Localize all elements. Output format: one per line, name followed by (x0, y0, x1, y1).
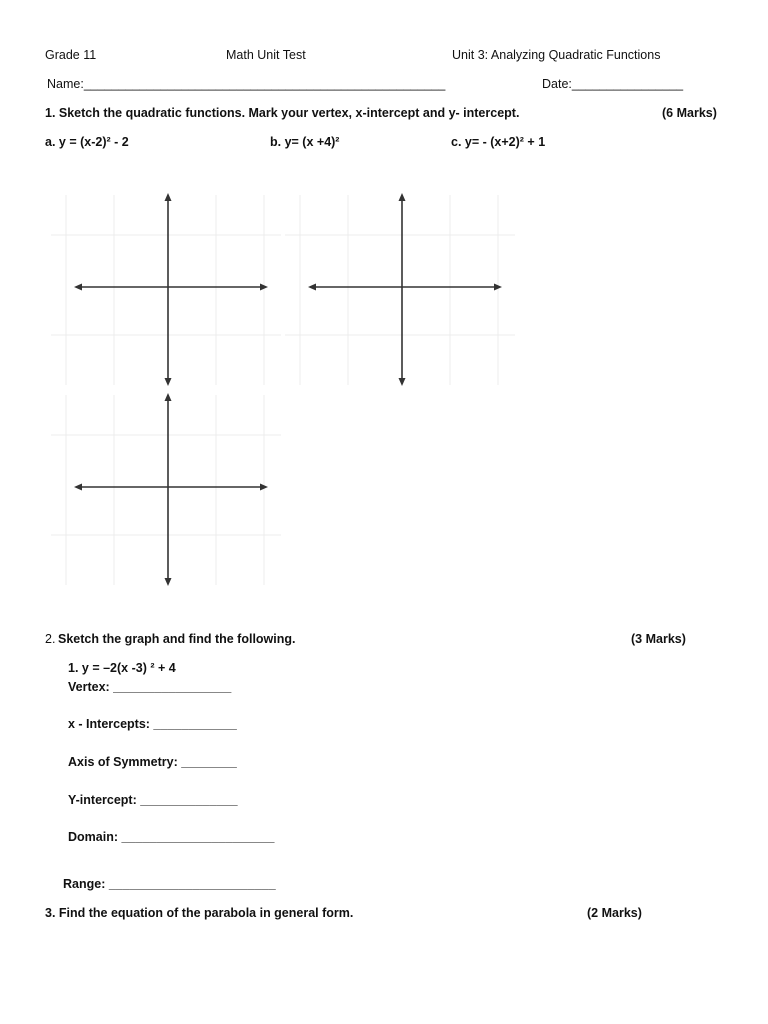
question-3-marks: (2 Marks) (587, 906, 642, 920)
question-1-prompt: 1. Sketch the quadratic functions. Mark your vertex, x-intercept and y- intercept. (45, 106, 520, 120)
question-2-prompt: Sketch the graph and find the following. (58, 632, 296, 646)
x-intercepts-field[interactable]: x - Intercepts: ____________ (68, 717, 237, 731)
range-field[interactable]: Range: ________________________ (63, 877, 276, 891)
name-field[interactable]: Name:____________________________________________________ (47, 77, 446, 91)
question-2-marks: (3 Marks) (631, 632, 686, 646)
question-1b-equation: b. y= (x +4)² (270, 135, 340, 149)
unit-title: Unit 3: Analyzing Quadratic Functions (452, 48, 661, 62)
domain-field[interactable]: Domain: ______________________ (68, 830, 275, 844)
graph-grid-b[interactable] (280, 190, 520, 390)
test-title: Math Unit Test (226, 48, 306, 62)
question-3-prompt: 3. Find the equation of the parabola in general form. (45, 906, 354, 920)
graph-grid-c[interactable] (46, 390, 286, 590)
y-intercept-field[interactable]: Y-intercept: ______________ (68, 793, 238, 807)
graph-grid-a[interactable] (46, 190, 286, 390)
question-1c-equation: c. y= - (x+2)² + 1 (451, 135, 546, 149)
vertex-field[interactable]: Vertex: _________________ (68, 680, 232, 694)
question-2-number: 2. (45, 632, 56, 646)
question-1a-equation: a. y = (x-2)² - 2 (45, 135, 129, 149)
question-1-marks: (6 Marks) (662, 106, 717, 120)
question-2-equation: 1. y = –2(x -3) ² + 4 (68, 661, 176, 675)
axis-of-symmetry-field[interactable]: Axis of Symmetry: ________ (68, 755, 237, 769)
grade-label: Grade 11 (45, 48, 97, 62)
date-field[interactable]: Date:________________ (542, 77, 684, 91)
